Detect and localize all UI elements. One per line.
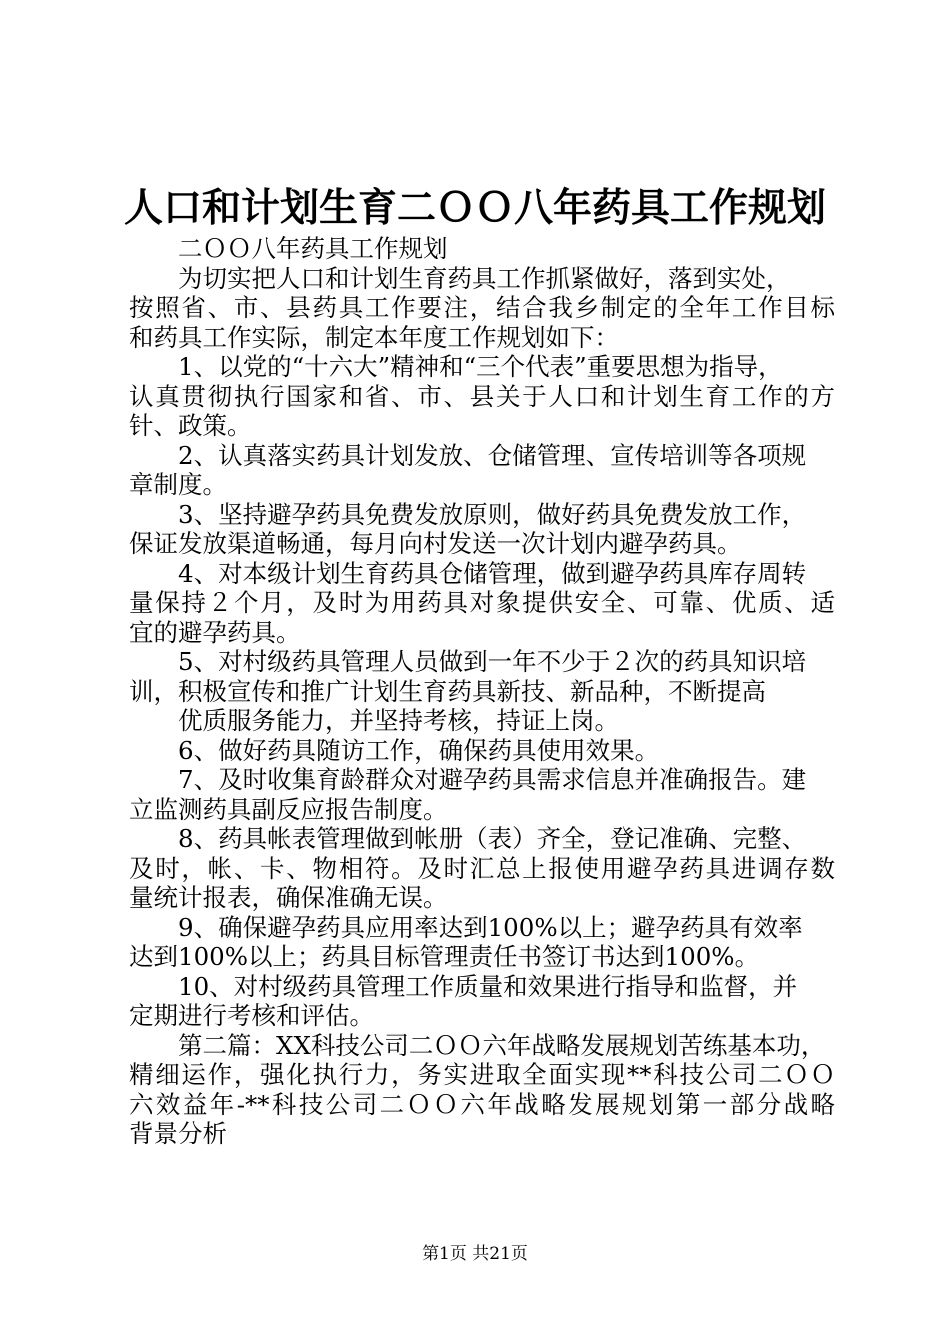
paragraph-line: 9、确保避孕药具应用率达到100%以上；避孕药具有效率: [178, 912, 803, 942]
paragraph-line: 1、以党的“十六大”精神和“三个代表”重要思想为指导，: [178, 352, 783, 381]
paragraph-line: 10、对村级药具管理工作质量和效果进行指导和监督，并: [178, 971, 798, 1001]
document-title: 人口和计划生育二ＯＯ八年药具工作规划: [123, 185, 826, 231]
subtitle-line: 二ＯＯ八年药具工作规划: [178, 234, 448, 263]
paragraph-line: 六效益年-**科技公司二ＯＯ六年战略发展规划第一部分战略: [129, 1089, 835, 1119]
paragraph-line: 定期进行考核和评估。: [129, 1001, 374, 1030]
paragraph-line: 为切实把人口和计划生育药具工作抓紧做好，落到实处，: [178, 263, 791, 293]
paragraph-line: 保证发放渠道畅通，每月向村发送一次计划内避孕药具。: [129, 529, 742, 558]
paragraph-line: 优质服务能力，并坚持考核，持证上岗。: [178, 706, 619, 735]
paragraph-line: 精细运作，强化执行力，务实进取全面实现**科技公司二ＯＯ: [129, 1060, 835, 1089]
paragraph-line: 背景分析: [129, 1119, 227, 1148]
document-body: [129, 234, 835, 1149]
paragraph-line: 7、及时收集育龄群众对避孕药具需求信息并准确报告。建: [178, 765, 807, 794]
paragraph-line: 章制度。: [129, 470, 227, 499]
paragraph-line: 宜的避孕药具。: [129, 617, 301, 647]
paragraph-line: 针、政策。: [129, 411, 252, 440]
paragraph-line: 5、对村级药具管理人员做到一年不少于２次的药具知识培: [178, 647, 807, 676]
paragraph-line: 3、坚持避孕药具免费发放原则，做好药具免费发放工作，: [178, 499, 807, 529]
page-number-footer: 第1页 共21页: [422, 1244, 528, 1264]
paragraph-line: 8、药具帐表管理做到帐册（表）齐全，登记准确、完整、: [178, 824, 807, 853]
paragraph-line: 4、对本级计划生育药具仓储管理，做到避孕药具库存周转: [178, 558, 807, 588]
paragraph-line: 量保持２个月，及时为用药具对象提供安全、可靠、优质、适: [129, 588, 835, 617]
paragraph-line: 按照省、市、县药具工作要注，结合我乡制定的全年工作目标: [129, 293, 835, 322]
paragraph-line: 及时，帐、卡、物相符。及时汇总上报使用避孕药具进调存数: [129, 853, 835, 883]
paragraph-line: 2、认真落实药具计划发放、仓储管理、宣传培训等各项规: [178, 440, 807, 470]
paragraph-line: 第二篇：XX科技公司二ＯＯ六年战略发展规划苦练基本功，: [178, 1030, 826, 1060]
paragraph-line: 6、做好药具随访工作，确保药具使用效果。: [178, 735, 660, 765]
paragraph-line: 达到100%以上；药具目标管理责任书签订书达到100%。: [129, 942, 760, 971]
paragraph-line: 和药具工作实际，制定本年度工作规划如下：: [129, 322, 619, 352]
paragraph-line: 认真贯彻执行国家和省、市、县关于人口和计划生育工作的方: [129, 381, 835, 411]
paragraph-line: 量统计报表，确保准确无误。: [129, 883, 448, 912]
paragraph-line: 立监测药具副反应报告制度。: [129, 794, 448, 824]
paragraph-line: 训，积极宣传和推广计划生育药具新技、新品种，不断提高: [129, 676, 766, 706]
